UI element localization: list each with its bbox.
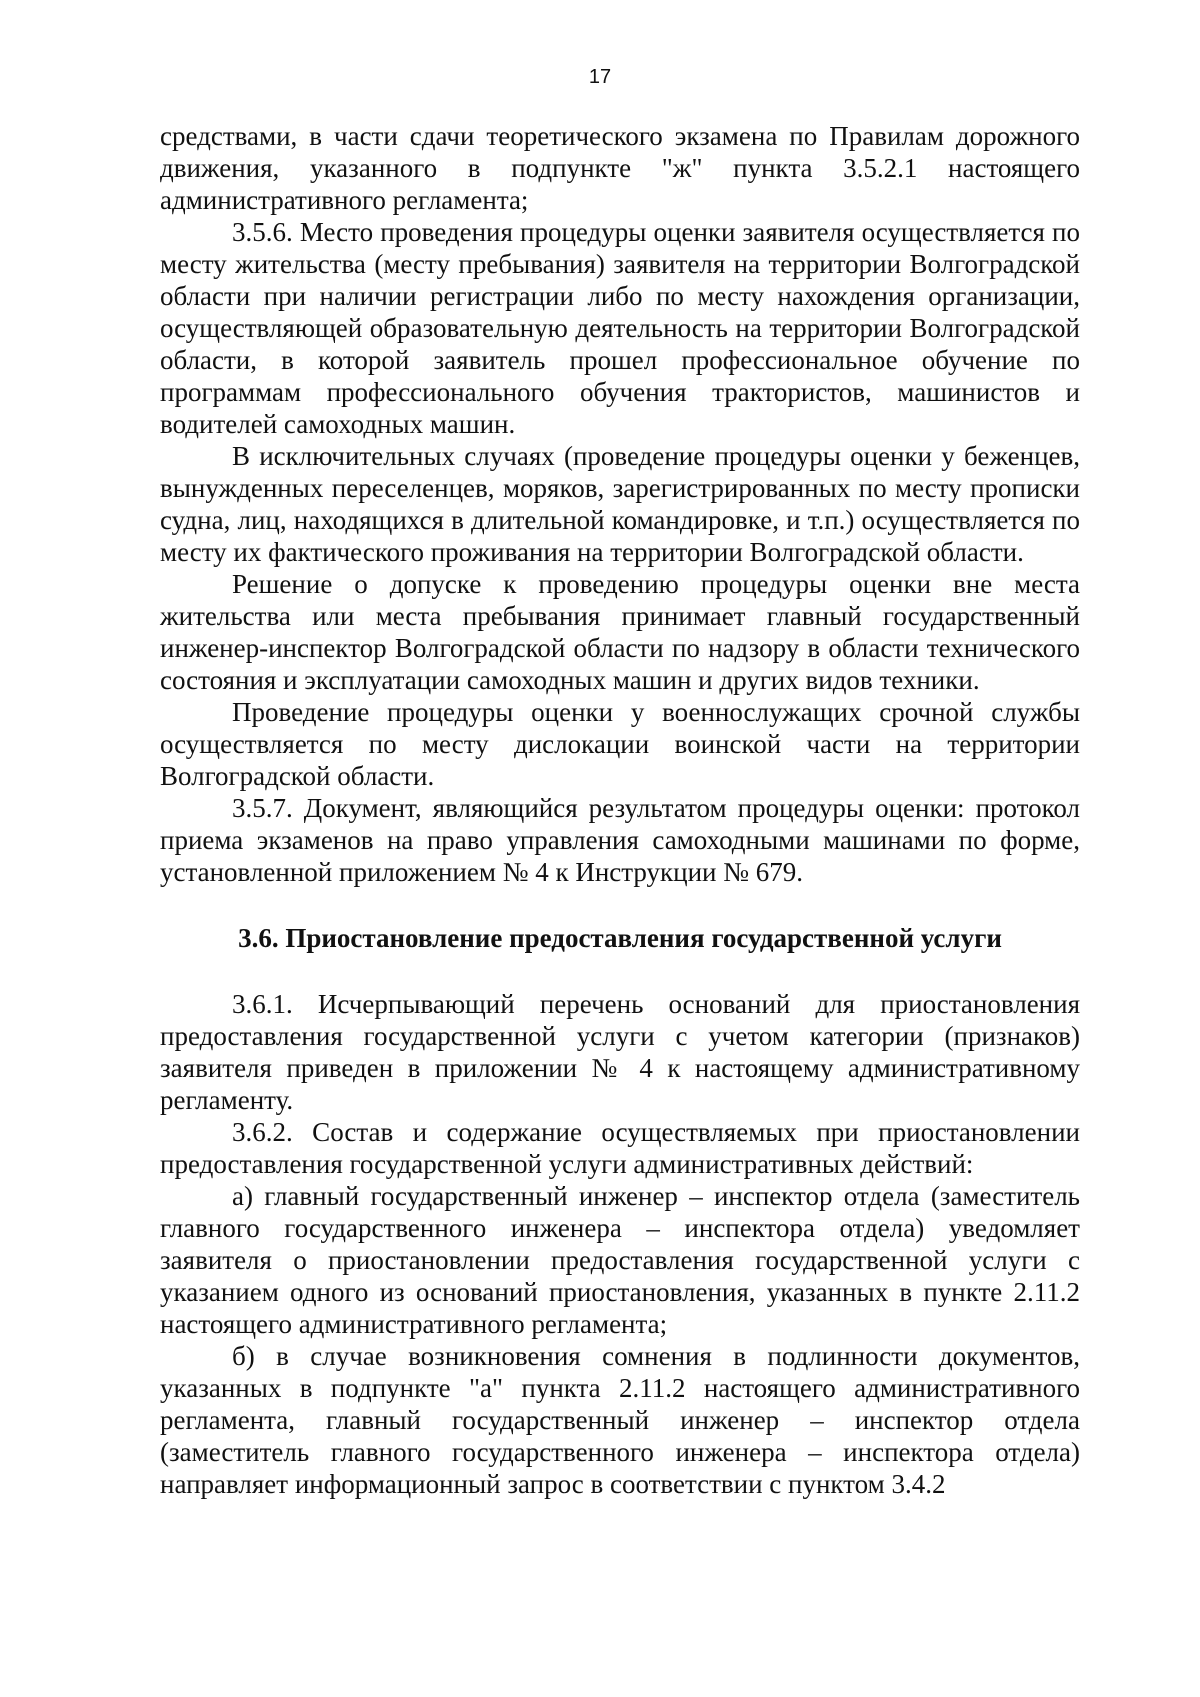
paragraph: средствами, в части сдачи теоретического экзамена по Правилам дорожного движения, указанного в подпункте "ж" пункта 3.5.2.1 настоящего административного регламента; (160, 121, 1080, 215)
paragraph: 3.5.6. Место проведения процедуры оценки заявителя осуществляется по месту жительства (месту пребывания) заявителя на территории Волгоградской области при наличии регистрации либо по месту нахождения организации, осуществляющей образовательную деятельность на территории Волгоградской области, в которой заявитель прошел профессиональное обучение по программам профессионального обучения трактористов, машинистов и водителей самоходных машин. (160, 217, 1080, 439)
paragraph: В исключительных случаях (проведение процедуры оценки у беженцев, вынужденных переселенцев, моряков, зарегистрированных по месту прописки судна, лиц, находящихся в длительной командировке, и т.п.) осуществляется по месту их фактического проживания на территории Волгоградской области. (160, 441, 1080, 567)
paragraph: а) главный государственный инженер – инспектор отдела (заместитель главного государственного инженера – инспектора отдела) уведомляет заявителя о приостановлении предоставления государственной услуги с указанием одного из оснований приостановления, указанных в пункте 2.11.2 настоящего административного регламента; (160, 1181, 1080, 1339)
paragraph: 3.6.1. Исчерпывающий перечень оснований для приостановления предоставления государственной услуги с учетом категории (признаков) заявителя приведен в приложении № 4 к настоящему административному регламенту. (160, 989, 1080, 1115)
paragraph: Проведение процедуры оценки у военнослужащих срочной службы осуществляется по месту дислокации воинской части на территории Волгоградской области. (160, 697, 1080, 791)
paragraph: 3.6.2. Состав и содержание осуществляемых при приостановлении предоставления государственной услуги административных действий: (160, 1117, 1080, 1179)
paragraph: 3.5.7. Документ, являющийся результатом процедуры оценки: протокол приема экзаменов на право управления самоходными машинами по форме, установленной приложением № 4 к Инструкции № 679. (160, 793, 1080, 887)
section-heading: 3.6. Приостановление предоставления государственной услуги (238, 923, 1002, 953)
paragraph: б) в случае возникновения сомнения в подлинности документов, указанных в подпункте "а" пункта 2.11.2 настоящего административного регламента, главный государственный инженер – инспектор отдела (заместитель главного государственного инженера – инспектора отдела) направляет информационный запрос в соответствии с пунктом 3.4.2 (160, 1341, 1080, 1499)
document-body (160, 120, 1080, 1500)
paragraph: Решение о допуске к проведению процедуры оценки вне места жительства или места пребывания принимает главный государственный инженер-инспектор Волгоградской области по надзору в области технического состояния и эксплуатации самоходных машин и других видов техники. (160, 569, 1080, 695)
page-number: 17 (588, 66, 612, 88)
